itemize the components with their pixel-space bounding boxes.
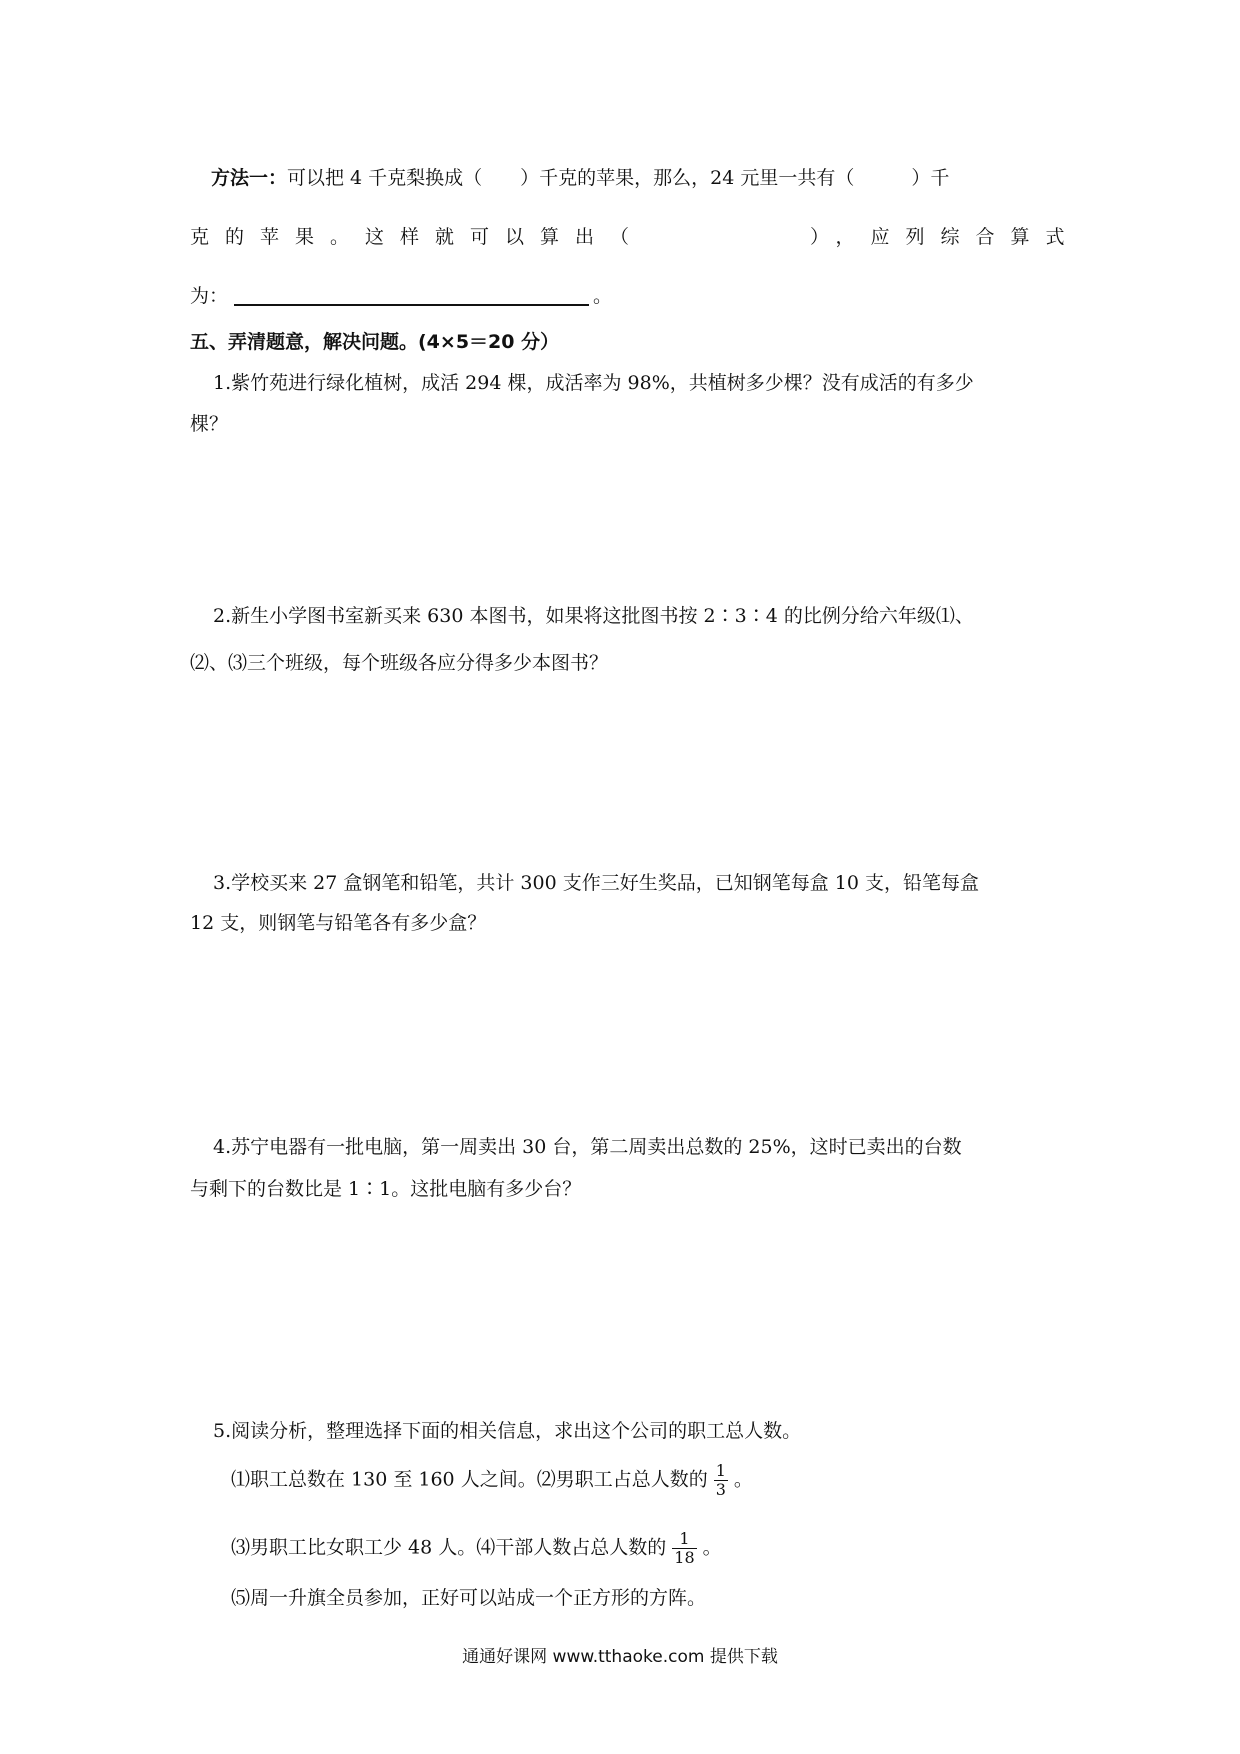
method-text-3-suffix: 。 [593, 285, 613, 307]
method-line-2 [190, 228, 1081, 247]
fraction-one-eighteenth [672, 1530, 696, 1566]
q4-line-1: 4.苏宁电器有一批电脑，第一周卖出 30 台，第二周卖出总数的 25%，这时已卖出的台数 [213, 1136, 962, 1158]
method-text-2b: ），应列综合算式 [810, 226, 1081, 248]
q5-condition-1-text: ⑴职工总数在 130 至 160 人之间。⑵男职工占总人数的 [231, 1468, 708, 1491]
q5-condition-3: ⑸周一升旗全员参加，正好可以站成一个正方形的方阵。 [231, 1587, 707, 1609]
q5-condition-1 [231, 1462, 753, 1498]
q5-condition-1-end: 。 [733, 1468, 753, 1491]
q2-line-1: 2.新生小学图书室新买来 630 本图书，如果将这批图书按 2∶3∶4 的比例分给六年级⑴、 [213, 605, 974, 627]
footer-credit: 通通好课网 www.tthaoke.com 提供下载 [462, 1647, 778, 1667]
method-line-3 [190, 286, 612, 306]
method-text-1: 可以把 4 千克梨换成（ ）千克的苹果，那么，24 元里一共有（ ）千 [287, 167, 950, 189]
method-line-1 [211, 169, 949, 188]
q1-line-2: 棵？ [190, 413, 229, 435]
fraction-denominator: 3 [715, 1479, 726, 1499]
q5-intro: 5.阅读分析，整理选择下面的相关信息，求出这个公司的职工总人数。 [213, 1420, 802, 1442]
method-text-3-prefix: 为： [190, 285, 229, 307]
q4-line-2: 与剩下的台数比是 1∶1。这批电脑有多少台？ [190, 1178, 582, 1200]
fraction-numerator: 1 [672, 1530, 696, 1549]
q5-condition-2-end: 。 [702, 1536, 722, 1559]
fraction-numerator: 1 [715, 1461, 726, 1480]
method-text-2a: 克的苹果。这样就可以算出（ [190, 226, 646, 248]
q5-condition-2 [231, 1530, 722, 1566]
q3-line-1: 3.学校买来 27 盒钢笔和铅笔，共计 300 支作三好生奖品，已知钢笔每盒 10 支，铅笔每盒 [213, 872, 979, 894]
section-heading: 五、弄清题意，解决问题。(4×5＝20 分） [190, 331, 560, 353]
fraction-denominator: 18 [674, 1547, 695, 1567]
fraction-one-third [714, 1462, 728, 1498]
q3-line-2: 12 支，则钢笔与铅笔各有多少盒？ [190, 912, 487, 934]
q5-condition-2-text: ⑶男职工比女职工少 48 人。⑷干部人数占总人数的 [231, 1536, 667, 1559]
q2-line-2: ⑵、⑶三个班级，每个班级各应分得多少本图书？ [190, 652, 609, 674]
method-label: 方法一： [211, 167, 288, 189]
q1-line-1: 1.紫竹苑进行绿化植树，成活 294 棵，成活率为 98%，共植树多少棵？没有成活的有多少 [213, 372, 974, 394]
answer-blank-line[interactable] [234, 286, 589, 306]
